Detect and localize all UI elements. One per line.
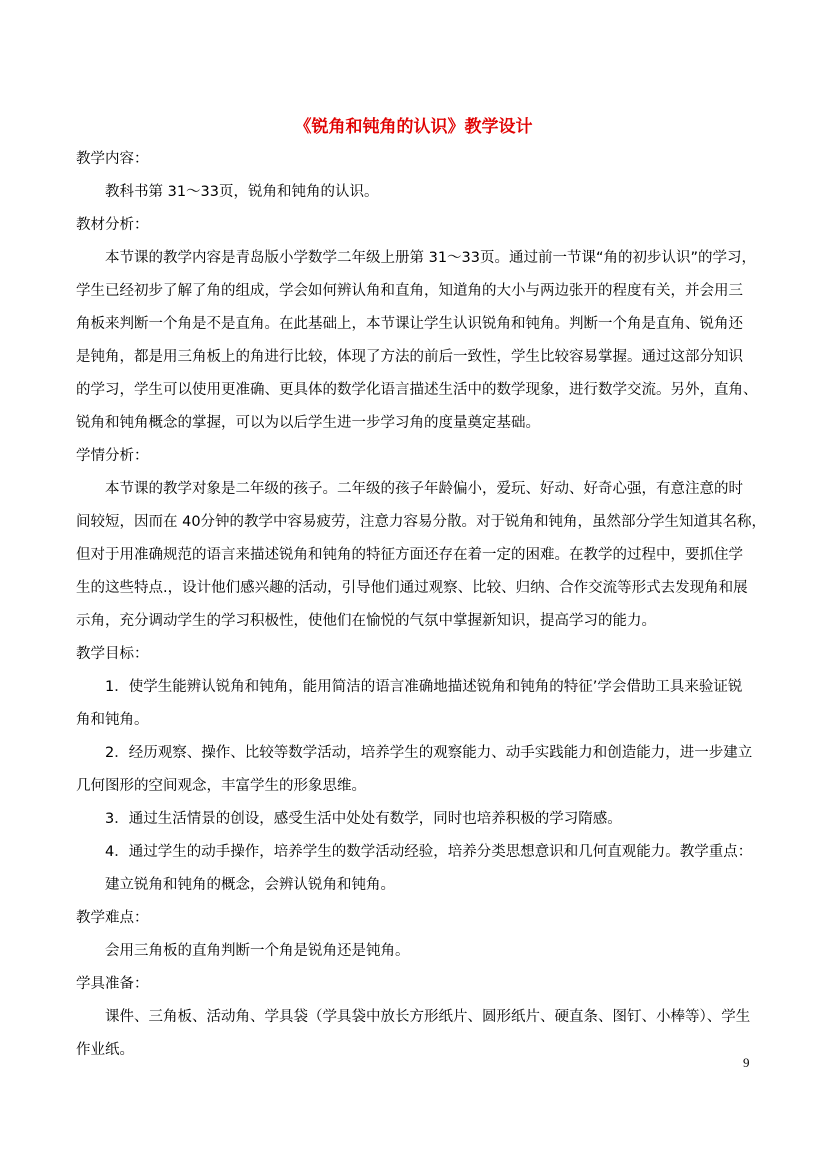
objective-line: 2．经历观察、操作、比较等数学活动，培养学生的观察能力、动手实践能力和创造能力，进一步建立	[105, 745, 753, 761]
objective-line: 几何图形的空间观念，丰富学生的形象思维。	[76, 778, 366, 794]
document-title: 《锐角和钝角的认识》教学设计	[294, 117, 533, 137]
paragraph-line: 示角，充分调动学生的学习积极性，使他们在愉悦的气氛中掌握新知识，提高学习的能力。	[76, 613, 656, 629]
section-heading: 教学难点：	[76, 910, 149, 926]
paragraph-line: 教科书第 31～33页，锐角和钝角的认识。	[105, 184, 379, 200]
paragraph-line: 间较短，因而在 40分钟的教学中容易疲劳，注意力容易分散。对于锐角和钝角，虽然部分学生知道其名称，	[76, 514, 767, 530]
paragraph-line: 但对于用准确规范的语言来描述锐角和钝角的特征方面还存在着一定的困难。在教学的过程中，要抓住学	[76, 547, 743, 563]
paragraph-line: 本节课的教学内容是青岛版小学数学二年级上册第 31～33页。通过前一节课“角的初步认识”的学习，	[105, 250, 757, 266]
paragraph-line: 的学习，学生可以使用更准确、更具体的数学化语言描述生活中的数学现象，进行数学交流。另外，直角、	[76, 382, 758, 398]
paragraph-line: 角板来判断一个角是不是直角。在此基础上，本节课让学生认识锐角和钝角。判断一个角是直角、锐角还	[76, 316, 743, 332]
paragraph-line: 生的这些特点.，设计他们感兴趣的活动，引导他们通过观察、比较、归纳、合作交流等形式去发现角和展	[76, 580, 748, 596]
section-heading: 教学目标：	[76, 646, 149, 662]
section-heading: 教材分析：	[76, 217, 149, 233]
objective-line: 建立锐角和钝角的概念，会辨认锐角和钝角。	[105, 877, 395, 893]
objective-line: 角和钝角。	[76, 712, 149, 728]
section-heading: 学情分析：	[76, 448, 149, 464]
section-heading: 教学内容：	[76, 151, 149, 167]
paragraph-line: 是钝角，都是用三角板上的角进行比较，体现了方法的前后一致性，学生比较容易掌握。通过这部分知识	[76, 349, 743, 365]
section-heading: 学具准备：	[76, 976, 149, 992]
paragraph-line: 学生已经初步了解了角的组成，学会如何辨认角和直角，知道角的大小与两边张开的程度有关，并会用三	[76, 283, 743, 299]
paragraph-line: 锐角和钝角概念的掌握，可以为以后学生进一步学习角的度量奠定基础。	[76, 415, 540, 431]
paragraph-line: 课件、三角板、活动角、学具袋（学具袋中放长方形纸片、圆形纸片、硬直条、图钉、小棒等）、学生	[105, 1009, 751, 1025]
objective-line: 3．通过生活情景的创设，感受生活中处处有数学，同时也培养积极的学习隋感。	[105, 811, 622, 827]
page-number: 9	[743, 1055, 750, 1070]
paragraph-line: 本节课的教学对象是二年级的孩子。二年级的孩子年龄偏小，爱玩、好动、好奇心强，有意注意的时	[105, 481, 743, 497]
paragraph-line: 会用三角板的直角判断一个角是锐角还是钝角。	[105, 943, 410, 959]
document-body	[76, 146, 767, 1070]
objective-line: 4．通过学生的动手操作，培养学生的数学活动经验，培养分类思想意识和几何直观能力。教学重点：	[105, 844, 753, 860]
objective-line: 1．使学生能辨认锐角和钝角，能用简洁的语言准确地描述锐角和钝角的特征’学会借助工具来验证锐	[105, 679, 743, 695]
paragraph-line: 作业纸。	[76, 1042, 134, 1058]
